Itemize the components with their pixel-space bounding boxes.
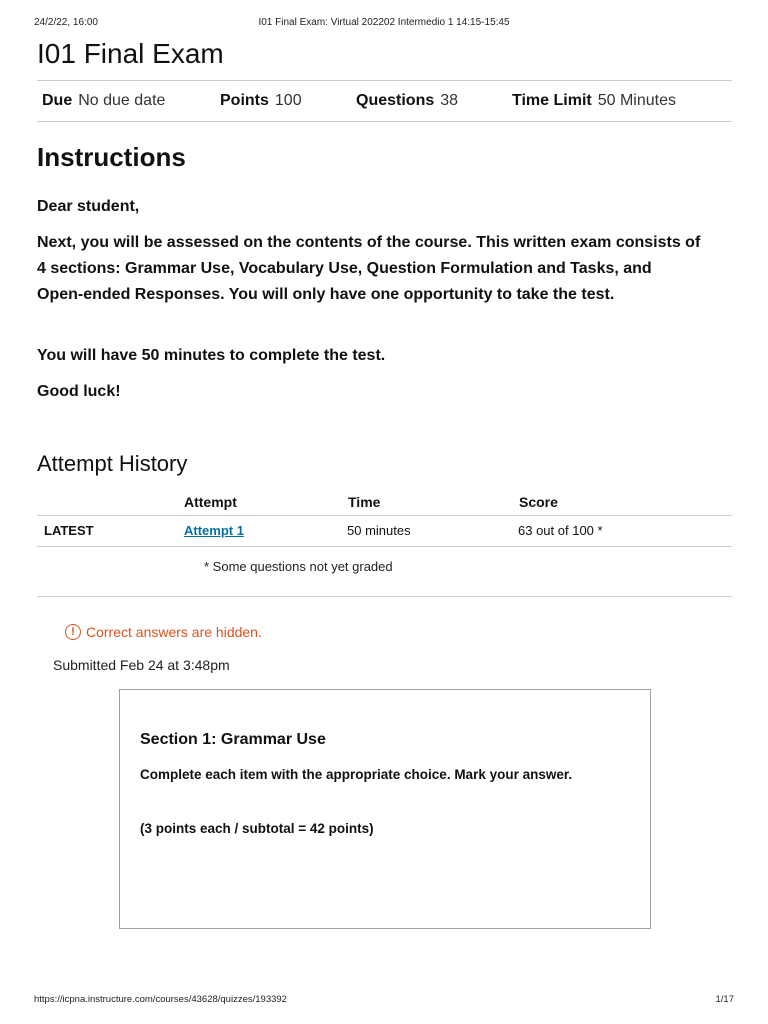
table-header-row [37,489,732,516]
meta-questions [356,92,458,110]
instructions-heading: Instructions [37,142,186,172]
section-instruction: Complete each item with the appropriate choice. Mark your answer. [140,767,573,782]
page-number: 1/17 [715,994,734,1005]
section-title: Section 1: Grammar Use [140,731,326,748]
attempt-history-heading: Attempt History [37,451,188,476]
quiz-meta-bar [37,80,732,122]
instructions-closing: Good luck! [37,383,121,400]
meta-time-limit-label: Time Limit [512,92,592,109]
attempt-1-link[interactable]: Attempt 1 [184,523,244,538]
meta-due-label: Due [42,92,73,109]
meta-due-value: No due date [78,92,166,109]
time-cell: 50 minutes [347,523,411,538]
meta-points [220,92,302,110]
meta-time-limit [512,92,676,110]
meta-questions-value: 38 [440,92,459,109]
section-points: (3 points each / subtotal = 42 points) [140,821,374,836]
submitted-timestamp: Submitted Feb 24 at 3:48pm [53,657,230,673]
instructions-body: Next, you will be assessed on the contents of the course. This written exam consists of 4 sections: Grammar Use, Vocabulary Use, Question Formulation and Tasks, and Open-ended Responses. You will only have one opportunity to take the test. [37,234,701,303]
instructions-greeting: Dear student, [37,198,140,215]
meta-points-value: 100 [274,92,302,109]
print-url: https://icpna.instructure.com/courses/43628/quizzes/193392 [34,994,287,1005]
question-section-box [119,689,651,929]
divider [37,596,732,597]
column-header-attempt: Attempt [184,494,237,510]
grading-note: * Some questions not yet graded [204,559,393,574]
row-label-latest: LATEST [44,523,94,538]
instructions-time-note: You will have 50 minutes to complete the test. [37,347,386,364]
meta-questions-label: Questions [356,92,435,109]
attempt-history-table [37,489,732,547]
meta-time-limit-value: 50 Minutes [597,92,676,109]
meta-due [42,92,165,110]
page-title: I01 Final Exam [37,38,224,69]
print-title: I01 Final Exam: Virtual 202202 Intermedio 1 14:15-15:45 [258,17,510,28]
meta-points-label: Points [220,92,269,109]
attempt-cell [184,523,244,538]
alert-circle-icon: ! [65,624,81,640]
print-header [34,17,734,31]
print-date: 24/2/22, 16:00 [34,17,98,28]
column-header-time: Time [348,494,381,510]
column-header-score: Score [519,494,558,510]
answers-hidden-warning [65,624,262,640]
warning-text: Correct answers are hidden. [86,624,262,640]
score-cell: 63 out of 100 * [518,523,603,538]
table-row [37,516,732,547]
